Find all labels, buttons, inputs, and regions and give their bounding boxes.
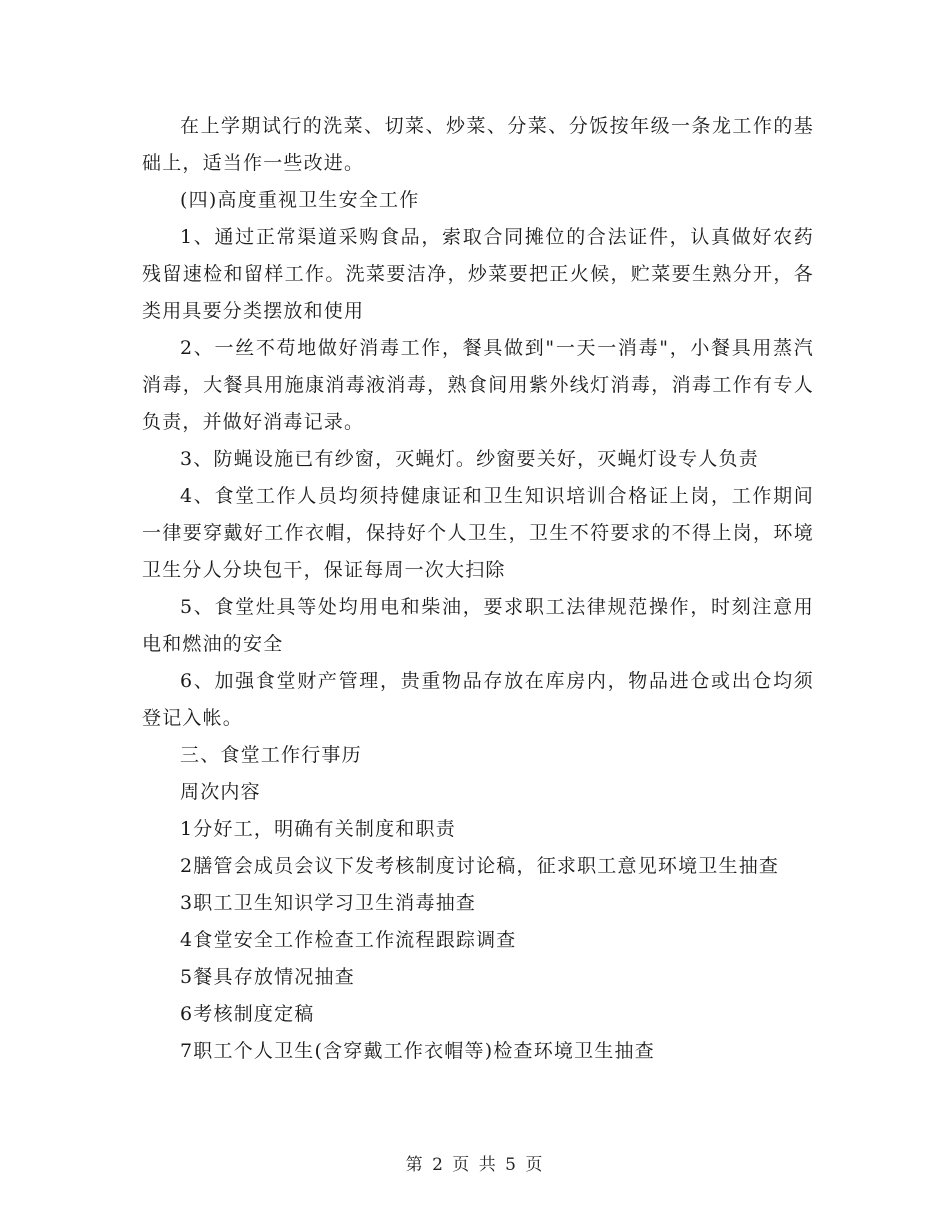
paragraph-item-6: 6、加强食堂财产管理，贵重物品存放在库房内，物品进仓或出仓均须登记入帐。 <box>142 670 814 729</box>
calendar-week-1: 1分好工，明确有关制度和职责 <box>180 818 456 840</box>
calendar-week-6: 6考核制度定稿 <box>180 1003 315 1025</box>
paragraph-item-1: 1、通过正常渠道采购食品，索取合同摊位的合法证件，认真做好农药残留速检和留样工作。洗菜要洁净，炒菜要把正火候，贮菜要生熟分开，各类用具要分类摆放和使用 <box>142 226 814 322</box>
paragraph-item-5: 5、食堂灶具等处均用电和柴油，要求职工法律规范操作，时刻注意用电和燃油的安全 <box>142 596 814 655</box>
paragraph-intro: 在上学期试行的洗菜、切菜、炒菜、分菜、分饭按年级一条龙工作的基础上，适当作一些改进。 <box>142 115 814 174</box>
paragraph-item-4: 4、食堂工作人员均须持健康证和卫生知识培训合格证上岗，工作期间一律要穿戴好工作衣帽，保持好个人卫生，卫生不符要求的不得上岗，环境卫生分人分块包干，保证每周一次大扫除 <box>142 485 814 581</box>
calendar-week-4: 4食堂安全工作检查工作流程跟踪调查 <box>180 929 517 951</box>
paragraph-item-2: 2、一丝不苟地做好消毒工作，餐具做到"一天一消毒"，小餐具用蒸汽消毒，大餐具用施康消毒液消毒，熟食间用紫外线灯消毒，消毒工作有专人负责，并做好消毒记录。 <box>142 337 814 433</box>
section-heading-hygiene-safety: (四)高度重视卫生安全工作 <box>180 189 420 211</box>
document-body <box>142 108 814 1070</box>
calendar-week-2: 2膳管会成员会议下发考核制度讨论稿，征求职工意见环境卫生抽查 <box>180 855 780 877</box>
calendar-week-3: 3职工卫生知识学习卫生消毒抽查 <box>180 892 477 914</box>
paragraph-item-3: 3、防蝇设施已有纱窗，灭蝇灯。纱窗要关好，灭蝇灯设专人负责 <box>180 448 759 470</box>
calendar-week-7: 7职工个人卫生(含穿戴工作衣帽等)检查环境卫生抽查 <box>180 1040 655 1062</box>
page-footer <box>0 1150 950 1175</box>
calendar-header: 周次内容 <box>180 781 261 803</box>
page-number: 第 2 页 共 5 页 <box>405 1155 545 1175</box>
section-heading-calendar: 三、食堂工作行事历 <box>180 744 362 766</box>
calendar-week-5: 5餐具存放情况抽查 <box>180 966 355 988</box>
